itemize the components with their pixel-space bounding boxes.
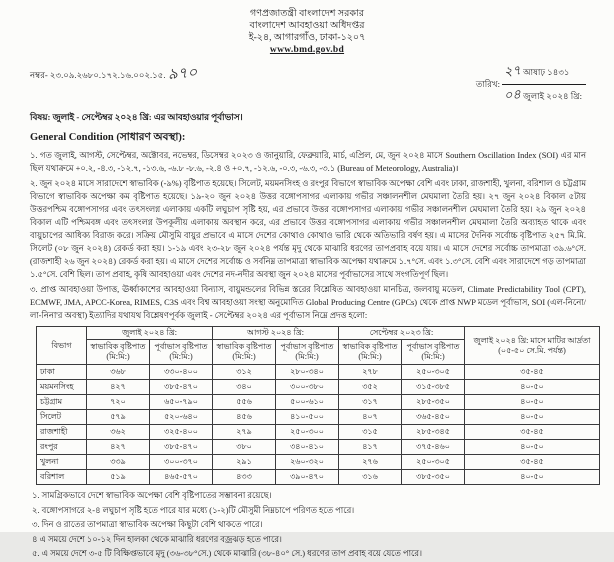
table-cell-soil: ৩৫-৪৫	[465, 425, 600, 440]
table-cell-sep_forecast: ৩১৫-৩৮৫	[402, 380, 465, 395]
table-cell-soil: ৪০-৫০	[465, 470, 600, 485]
table-cell-sep_forecast: ৩৬৫-৪৫০	[402, 410, 465, 425]
division-name-cell: সিলেট	[37, 410, 87, 425]
table-cell-aug_normal: ৩১২	[213, 365, 276, 380]
table-cell-aug_normal: ৪৩৩	[213, 470, 276, 485]
table-cell-jul_normal: ৪২৭	[87, 440, 150, 455]
table-cell-aug_forecast: ৩০০-৩৮০	[276, 380, 339, 395]
table-cell-aug_forecast: ২৬০-৩২০	[276, 455, 339, 470]
table-row	[37, 470, 600, 485]
table-cell-jul_normal: ৫৭৯	[87, 410, 150, 425]
division-name-cell: রংপুর	[37, 440, 87, 455]
bangla-day-handwritten: ২৭	[503, 63, 522, 80]
table-cell-sep_forecast: ২৫০-৩০৫	[402, 455, 465, 470]
table-cell-soil: ৩৫-৪৫	[465, 455, 600, 470]
table-cell-jul_forecast: ৬৫০-৭৯০	[150, 395, 213, 410]
heading-english: General Condition	[30, 132, 114, 143]
table-cell-jul_normal: ৩৬৮	[87, 365, 150, 380]
division-name-cell: ময়মনসিংহ	[37, 380, 87, 395]
memo-number-printed: নম্বর- ২৩.০৯.২৬৮০.১৭২.১৬.০০২.১৫.	[30, 70, 166, 80]
table-cell-jul_forecast: ৩৮৫-৪৭০	[150, 440, 213, 455]
table-cell-jul_forecast: ৫২০-৬৪০	[150, 410, 213, 425]
column-header-soil-moisture: জুলাই ২০২৪ খ্রি: মাসে মাটির আর্দ্রতা (০৫-৫০ সে.মি. পর্যন্ত)	[465, 327, 600, 365]
table-cell-aug_normal: ২৭৯	[213, 425, 276, 440]
memo-number-handwritten: ৯৭০	[166, 63, 198, 84]
table-cell-jul_normal: ৪২৭	[87, 380, 150, 395]
table-cell-sep_normal: ২৭৮	[339, 365, 402, 380]
table-cell-jul_normal: ৫১৯	[87, 470, 150, 485]
table-cell-sep_normal: ৩১৬	[339, 470, 402, 485]
table-row	[37, 425, 600, 440]
forecast-notes	[32, 489, 594, 562]
bangla-date	[502, 62, 586, 85]
column-header-division: বিভাগ	[37, 327, 87, 365]
table-cell-aug_normal: ২৯১	[213, 455, 276, 470]
table-cell-aug_forecast: ২৮০-৩৪০	[276, 365, 339, 380]
table-cell-sep_forecast: ২৮৫-৩৫০	[402, 395, 465, 410]
column-header-september-forecast: পূর্বাভাস বৃষ্টিপাত (মি:মি:)	[402, 340, 465, 365]
table-cell-aug_forecast: ৪১০-৫০০	[276, 410, 339, 425]
table-cell-aug_normal: ৫৫৬	[213, 395, 276, 410]
table-cell-soil: ৪০-৫০	[465, 395, 600, 410]
table-cell-jul_forecast: ৪৬৫-৫৭০	[150, 470, 213, 485]
note-line: ৩. দিন ও রাতের তাপমাত্রা স্বাভাবিক অপেক্ষা কিছুটা বেশি থাকতে পারে।	[32, 520, 263, 529]
table-cell-aug_forecast: ২৫০-৩০০	[276, 425, 339, 440]
table-cell-aug_forecast: ৩৪০-৪১০	[276, 440, 339, 455]
table-row	[37, 410, 600, 425]
gregorian-day-handwritten: ০৪	[503, 87, 522, 104]
table-cell-aug_normal: ৪৫৬	[213, 410, 276, 425]
column-group-september: সেপ্টেম্বর ২০২৩ খ্রি:	[339, 327, 465, 340]
heading-bengali: (সাধারণ অবস্থা):	[116, 132, 186, 143]
general-condition-heading	[30, 130, 604, 147]
table-row	[37, 440, 600, 455]
memo-date-row	[30, 62, 586, 107]
gregorian-date-printed: জুলাই ২০২৪ খ্রি:	[523, 91, 582, 101]
table-row	[37, 395, 600, 410]
table-cell-sep_forecast: ২৫০-৩০৫	[402, 365, 465, 380]
division-name-cell: ঢাকা	[37, 365, 87, 380]
paragraph-june-review: ২. জুন ২০২৪ মাসে সারাদেশে স্বাভাবিক (-৯%) বৃষ্টিপাত হয়েছে। সিলেট, ময়মনসিংহ ও রংপুর বিভাগে স্বাভাবিক অপেক্ষা বেশি এবং ঢাকা, রাজশাহী, খুলনা, বরিশাল ও চট্টগ্রাম বিভাগে স্বাভাবিক অপেক্ষা কম বৃষ্টিপাত হয়েছে। ১৯-২০ জুন ২০২৪ উত্তর বঙ্গোপসাগর এলাকায় গভীর সঞ্চালনশীল মেঘমালা তৈরি হয়। ২৭ জুন ২০২৪ বিকাল ৫টায় উত্তরপশ্চিম বঙ্গোপসাগর এবং তৎসংলগ্ন এলাকায় একটি লঘুচাপ সৃষ্টি হয়, এর প্রভাবে উত্তর বঙ্গোপসাগর এলাকায় গভীর সঞ্চালনশীল মেঘমালা তৈরি হয়। ২৯ জুন ২০২৪ বিকাল এটি পশ্চিমবঙ্গ এবং তৎসংলগ্ন উপকূলীয় এলাকায় অবস্থান করে, এর প্রভাবে উত্তর বঙ্গোপসাগর এলাকায় গভীর সঞ্চালনশীল মেঘমালা তৈরি অব্যাহত থাকে এবং বায়ুচাপের আধিক্য বিরাজ করে। সক্রিয় মৌসুমি বায়ুর প্রভাবে এ মাসে দেশের কোথাও কোথাও ভারি থেকে অতিভারি বর্ষণ হয়। এ মাসের দৈনিক সর্বোচ্চ বৃষ্টিপাত ২৫৭ মি.মি. সিলেট (০৮ জুন ২০২৪) রেকর্ড করা হয়। ১-১৯ এবং ২৩-২৮ জুন ২০২৪ পর্যন্ত মৃদু থেকে মাঝারি ধরণের তাপপ্রবাহ বয়ে যায়। এ মাসে দেশের সর্বোচ্চ তাপমাত্রা ৩৯.৬°সে. (রাজশাহী ২৬ জুন ২০২৪) রেকর্ড করা হয়। এ মাসে দেশের সর্বোচ্চ ও সর্বনিম্ন তাপমাত্রা স্বাভাবিক অপেক্ষা যথাক্রমে ১.৭°সে. এবং ১.৩°সে. বেশি এবং সারাদেশে গড় তাপমাত্রা ১.৫°সে. বেশি ছিল। তাপ প্রবাহ, কৃষি আবহাওয়া এবং দেশের নদ-নদীর অবস্থা জুন ২০২৪ মাসের পূর্বাভাসের সাথে সংগতিপূর্ণ ছিল।	[30, 179, 586, 279]
table-cell-sep_normal: ৪১৭	[339, 440, 402, 455]
date-fraction	[502, 62, 586, 107]
table-cell-sep_normal: ২৭৬	[339, 455, 402, 470]
column-header-july-normal: স্বাভাবিক বৃষ্টিপাত (মি:মি:)	[87, 340, 150, 365]
table-cell-sep_normal: ৩১৫	[339, 425, 402, 440]
table-cell-jul_forecast: ৩৮৫-৪৭০	[150, 380, 213, 395]
table-cell-sep_normal: ৩১৭	[339, 395, 402, 410]
subject-line: বিষয়: জুলাই - সেপ্টেম্বর ২০২৪ খ্রি: এর আবহাওয়ার পূর্বাভাস।	[30, 112, 243, 122]
division-name-cell: খুলনা	[37, 455, 87, 470]
column-header-august-forecast: পূর্বাভাস বৃষ্টিপাত (মি:মি:)	[276, 340, 339, 365]
department-title: বাংলাদেশ আবহাওয়া অধিদপ্তর	[249, 21, 365, 31]
table-cell-jul_forecast: ৩৩০-৪০০	[150, 365, 213, 380]
memo-number	[30, 62, 197, 87]
table-cell-soil: ৪০-৫০	[465, 410, 600, 425]
table-cell-sep_normal: ৪০৭	[339, 410, 402, 425]
government-title: গণপ্রজাতন্ত্রী বাংলাদেশ সরকার	[249, 9, 365, 19]
note-line: ২. বঙ্গোপসাগরে ২-৪ লঘুচাপ সৃষ্টি হতে পারে যার মধ্যে (১-২)টি মৌসুমী নিম্নচাপে পরিণত হতে পারে।	[32, 505, 355, 515]
division-name-cell: বরিশাল	[37, 470, 87, 485]
note-line: ৪ এ সময়ে দেশে ১০-১২ দিন হালকা থেকে মাঝারি ধরণের বজ্রঝড় হতে পারে।	[32, 534, 282, 544]
column-header-august-normal: স্বাভাবিক বৃষ্টিপাত (মি:মি:)	[213, 340, 276, 365]
table-cell-jul_forecast: ৩০০-৩৭০	[150, 455, 213, 470]
paragraph-forecast-basis: ৩. প্রাপ্ত আবহাওয়া উপাত্ত, ঊর্ধ্বাকাশের আবহাওয়া বিন্যাস, বায়ুমন্ডলের বিভিন্ন স্তরের বিশ্লেষিত আবহাওয়া মানচিত্র, জলবায়ু মডেল, Climate Predictability Tool (CPT), ECMWF, JMA, APCC-Korea, RIMES, C3S এবং বিশ্ব আবহাওয়া সংস্থা অনুমোদিত Global Producing Centre (GPCs) থেকে প্রাপ্ত NWP মডেল পূর্বাভাস, SOI (এল-নিনো/লা-নিনা'র অবস্থা) ইত্যাদির যথাযথ বিশ্লেষণপূর্বক জুলাই - সেপ্টেম্বর ২০২৪ এর পূর্বাভাস নিম্নে প্রদত্ত হলো:	[30, 285, 586, 320]
date-label: তারিখ:	[475, 78, 501, 89]
column-group-july: জুলাই ২০২৪ খ্রি:	[87, 327, 213, 340]
table-body	[37, 365, 600, 485]
table-cell-jul_forecast: ৩২৫-৪০০	[150, 425, 213, 440]
column-header-july-forecast: পূর্বাভাস বৃষ্টিপাত (মি:মি:)	[150, 340, 213, 365]
date-block	[476, 62, 586, 107]
table-row	[37, 365, 600, 380]
table-cell-jul_normal: ৭২০	[87, 395, 150, 410]
paragraph-soi: ১. গত জুলাই, আগস্ট, সেপ্টেম্বর, অক্টোবর, নভেম্বর, ডিসেম্বর ২০২৩ ও জানুয়ারি, ফেব্রুয়ারি, মার্চ, এপ্রিল, মে, জুন ২০২৪ মাসে Southern Oscillation Index (SOI) এর মান ছিল যথাক্রমে +০.২, -৪.৩, -১২.৭, -১৩.৬, -৬.৮ -৮.৬, -২.৪ ও +০.৭, -১২.৬, -০.৩, -৬.৩, -৩.১ (Bureau of Meteorology, Australia)।	[30, 151, 586, 173]
table-cell-jul_normal: ৩৩৯	[87, 455, 150, 470]
bangla-date-printed: আষাঢ় ১৪৩১	[523, 67, 570, 77]
table-cell-soil: ৪০-৫০	[465, 440, 600, 455]
website-link: www.bmd.gov.bd	[269, 45, 345, 55]
table-cell-aug_normal: ৩৮০	[213, 440, 276, 455]
table-cell-aug_forecast: ৩৯০-৪৭০	[276, 470, 339, 485]
note-line: ১. সামগ্রিকভাবে দেশে স্বাভাবিক অপেক্ষা বেশি বৃষ্টিপাতের সম্ভাবনা রয়েছে।	[32, 491, 272, 500]
table-row	[37, 380, 600, 395]
note-line: ৫. এ সময়ে দেশে ৩-৫ টি বিক্ষিপ্তভাবে মৃদু (৩৬-৩৮°সে.) থেকে মাঝারি (৩৮-৪০° সে.) ধরণের তাপ প্রবাহ বয়ে যেতে পারে।	[32, 549, 422, 558]
table-cell-sep_forecast: ২৮৫-৩৪৫	[402, 425, 465, 440]
table-cell-soil: ৪০-৫০	[465, 380, 600, 395]
column-group-august: আগস্ট ২০২৪ খ্রি:	[213, 327, 339, 340]
column-header-september-normal: স্বাভাবিক বৃষ্টিপাত (মি:মি:)	[339, 340, 402, 365]
rainfall-forecast-table	[36, 326, 600, 485]
table-cell-sep_forecast: ৩৮৫-৩৫০	[402, 470, 465, 485]
department-address: ই-২৪, আগারগাঁও, ঢাকা-১২০৭	[248, 33, 366, 43]
table-cell-soil: ৩৫-৪৫	[465, 365, 600, 380]
table-header-month-row	[37, 327, 600, 340]
table-cell-aug_normal: ৩৪০	[213, 380, 276, 395]
gregorian-date	[502, 85, 586, 107]
table-row	[37, 455, 600, 470]
letterhead	[10, 8, 604, 56]
division-name-cell: চট্টগ্রাম	[37, 395, 87, 410]
table-cell-jul_normal: ৩৬২	[87, 425, 150, 440]
table-cell-aug_forecast: ৫০০-৬১০	[276, 395, 339, 410]
table-cell-sep_normal: ৩৫২	[339, 380, 402, 395]
table-cell-sep_forecast: ৩৭৫-৪৬০	[402, 440, 465, 455]
division-name-cell: রাজশাহী	[37, 425, 87, 440]
